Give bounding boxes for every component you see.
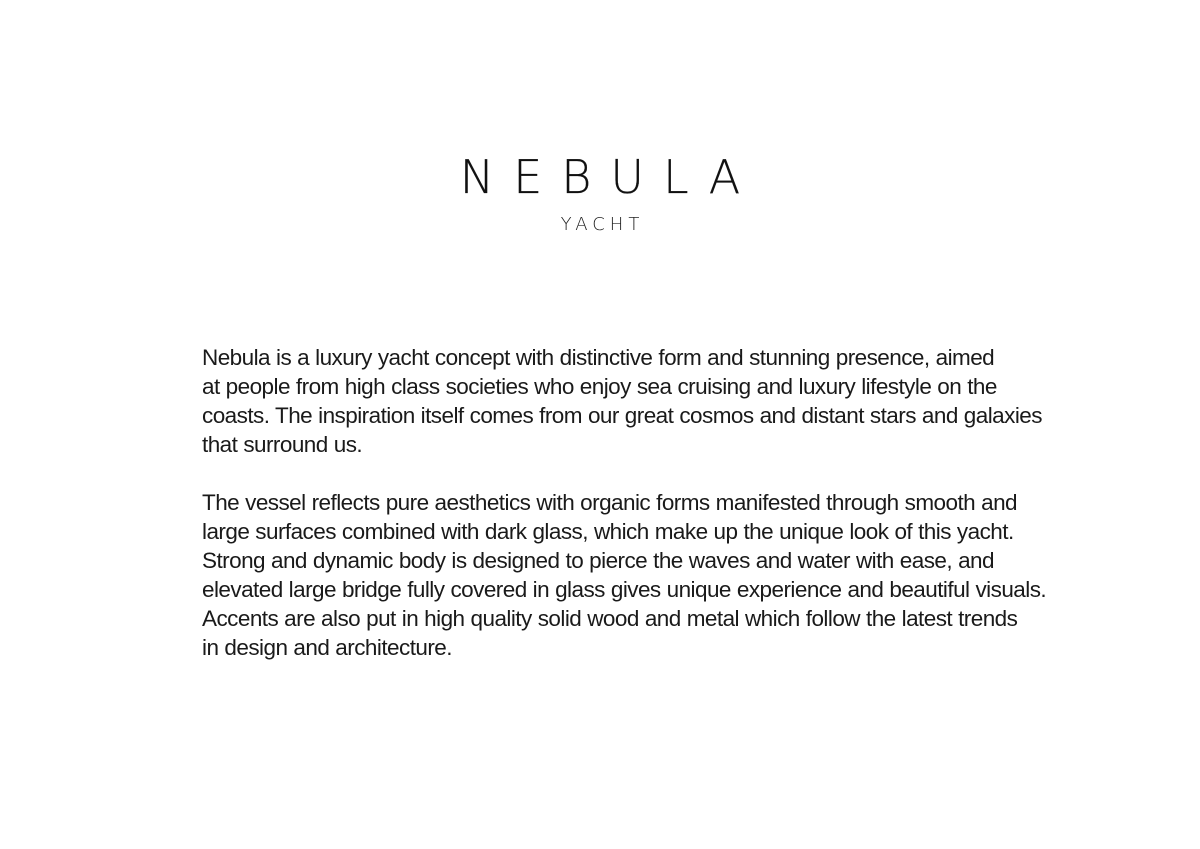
brand-block [0, 150, 1200, 236]
text-line: that surround us. [202, 432, 363, 457]
text-line: coasts. The inspiration itself comes from our great cosmos and distant stars and galaxies [202, 403, 1042, 428]
body-text [202, 343, 1047, 662]
text-line: Accents are also put in high quality solid wood and metal which follow the latest trends [202, 606, 1018, 631]
page-subtitle: YACHT [560, 214, 645, 235]
text-line: Strong and dynamic body is designed to pierce the waves and water with ease, and [202, 548, 994, 573]
text-line: elevated large bridge fully covered in glass gives unique experience and beautiful visuals. [202, 577, 1047, 602]
text-line: in design and architecture. [202, 635, 452, 660]
page-title: NEBULA [459, 150, 760, 204]
text-line: at people from high class societies who enjoy sea cruising and luxury lifestyle on the [202, 374, 997, 399]
design-paragraph [202, 488, 1047, 662]
text-line: The vessel reflects pure aesthetics with organic forms manifested through smooth and [202, 490, 1018, 515]
text-line: Nebula is a luxury yacht concept with distinctive form and stunning presence, aimed [202, 345, 995, 370]
intro-paragraph [202, 343, 1042, 459]
text-line: large surfaces combined with dark glass, which make up the unique look of this yacht. [202, 519, 1014, 544]
